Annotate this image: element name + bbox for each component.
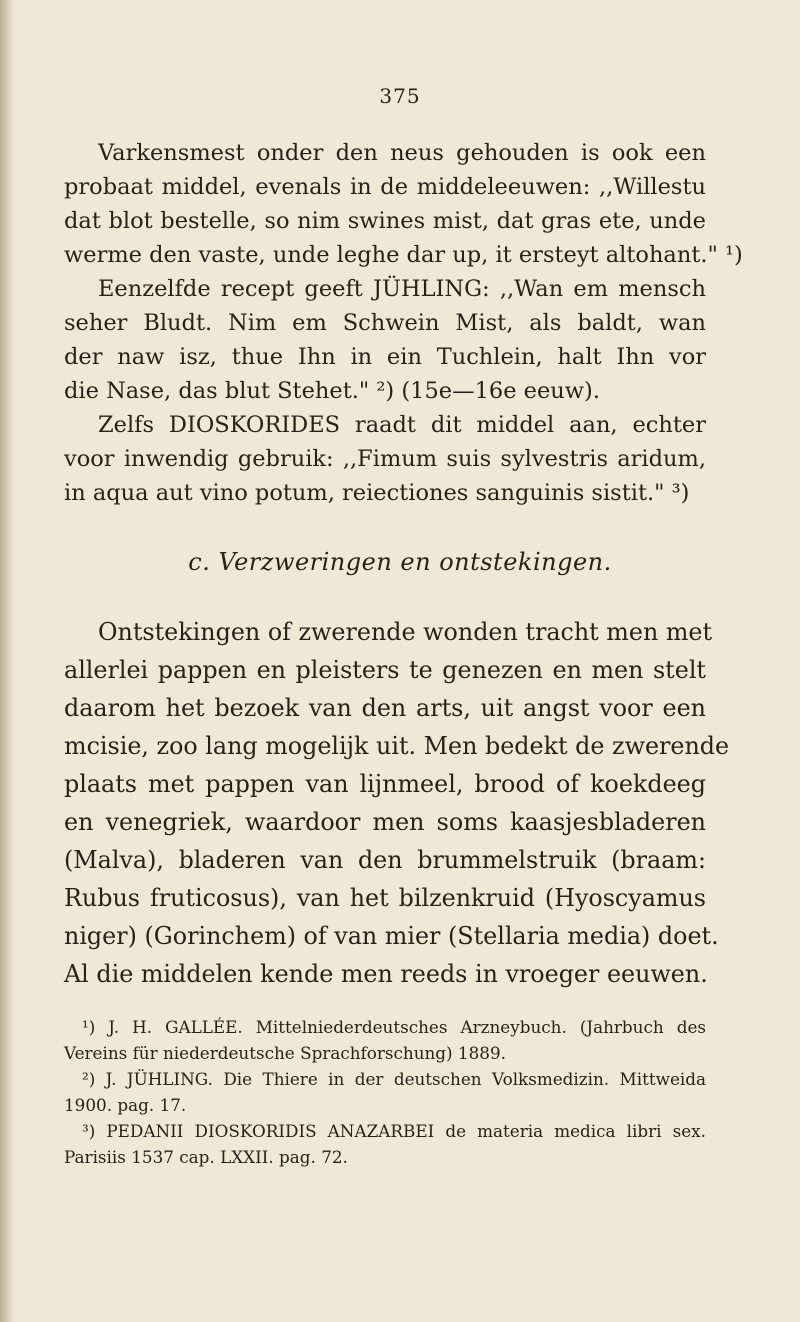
paragraph1-line-2: probaat middel, evenals in de middeleeuwen: ,,Willestu: [64, 174, 706, 200]
paragraph1-line-11: in aqua aut vino potum, reiectiones sanguinis sistit." ³): [64, 480, 690, 506]
paragraph1-line-9: Zelfs DIOSKORIDES raadt dit middel aan, echter: [98, 412, 706, 438]
paragraph1-line-4: werme den vaste, unde leghe dar up, it ersteyt altohant." ¹): [64, 242, 743, 268]
footnote-3-line-2: Parisiis 1537 cap. LXXII. pag. 72.: [64, 1147, 348, 1167]
paragraph1-line-10: voor inwendig gebruik: ,,Fimum suis sylvestris aridum,: [64, 446, 706, 472]
footnote-1-line-2: Vereins für niederdeutsche Sprachforschung) 1889.: [64, 1043, 506, 1063]
paragraph2-line-5: plaats met pappen van lijnmeel, brood of koekdeeg: [64, 770, 706, 798]
page-number: 375: [379, 84, 421, 108]
paragraph2-line-7: (Malva), bladeren van den brummelstruik (braam:: [64, 846, 706, 874]
footnote-1-line-1: ¹) J. H. GALLÉE. Mittelniederdeutsches Arzneybuch. (Jahrbuch des: [82, 1017, 706, 1037]
paragraph2-line-1: Ontstekingen of zwerende wonden tracht men met: [98, 618, 713, 646]
paragraph1-line-3: dat blot bestelle, so nim swines mist, dat gras ete, unde: [64, 208, 706, 234]
section-heading: c. Verzweringen en ontstekingen.: [188, 548, 612, 576]
footnote-2-line-1: ²) J. JÜHLING. Die Thiere in der deutschen Volksmedizin. Mittweida: [82, 1069, 706, 1089]
paragraph2-line-3: daarom het bezoek van den arts, uit angst voor een: [64, 694, 706, 722]
paragraph1-line-6: seher Bludt. Nim em Schwein Mist, als baldt, wan: [64, 310, 706, 336]
paragraph2-line-2: allerlei pappen en pleisters te genezen en men stelt: [64, 656, 706, 684]
paragraph1-line-7: der naw isz, thue Ihn in ein Tuchlein, halt Ihn vor: [64, 344, 706, 370]
paragraph1-line-5: Eenzelfde recept geeft JÜHLING: ,,Wan em mensch: [98, 276, 706, 302]
footnote-3-line-1: ³) PEDANII DIOSKORIDIS ANAZARBEI de materia medica libri sex.: [82, 1121, 706, 1141]
paragraph1-line-8: die Nase, das blut Stehet." ²) (15e—16e eeuw).: [64, 378, 600, 404]
paragraph2-line-8: Rubus fruticosus), van het bilzenkruid (Hyoscyamus: [64, 884, 706, 912]
footnote-2-line-2: 1900. pag. 17.: [64, 1095, 187, 1115]
paragraph2-line-4: mcisie, zoo lang mogelijk uit. Men bedekt de zwerende: [64, 732, 730, 760]
paragraph2-line-6: en venegriek, waardoor men soms kaasjesbladeren: [64, 808, 706, 836]
paragraph2-line-10: Al die middelen kende men reeds in vroeger eeuwen.: [64, 960, 708, 988]
paragraph2-line-9: niger) (Gorinchem) of van mier (Stellaria media) doet.: [64, 922, 719, 950]
paragraph1-line-1: Varkensmest onder den neus gehouden is ook een: [98, 140, 706, 166]
page-spine-shadow: [0, 0, 14, 1322]
